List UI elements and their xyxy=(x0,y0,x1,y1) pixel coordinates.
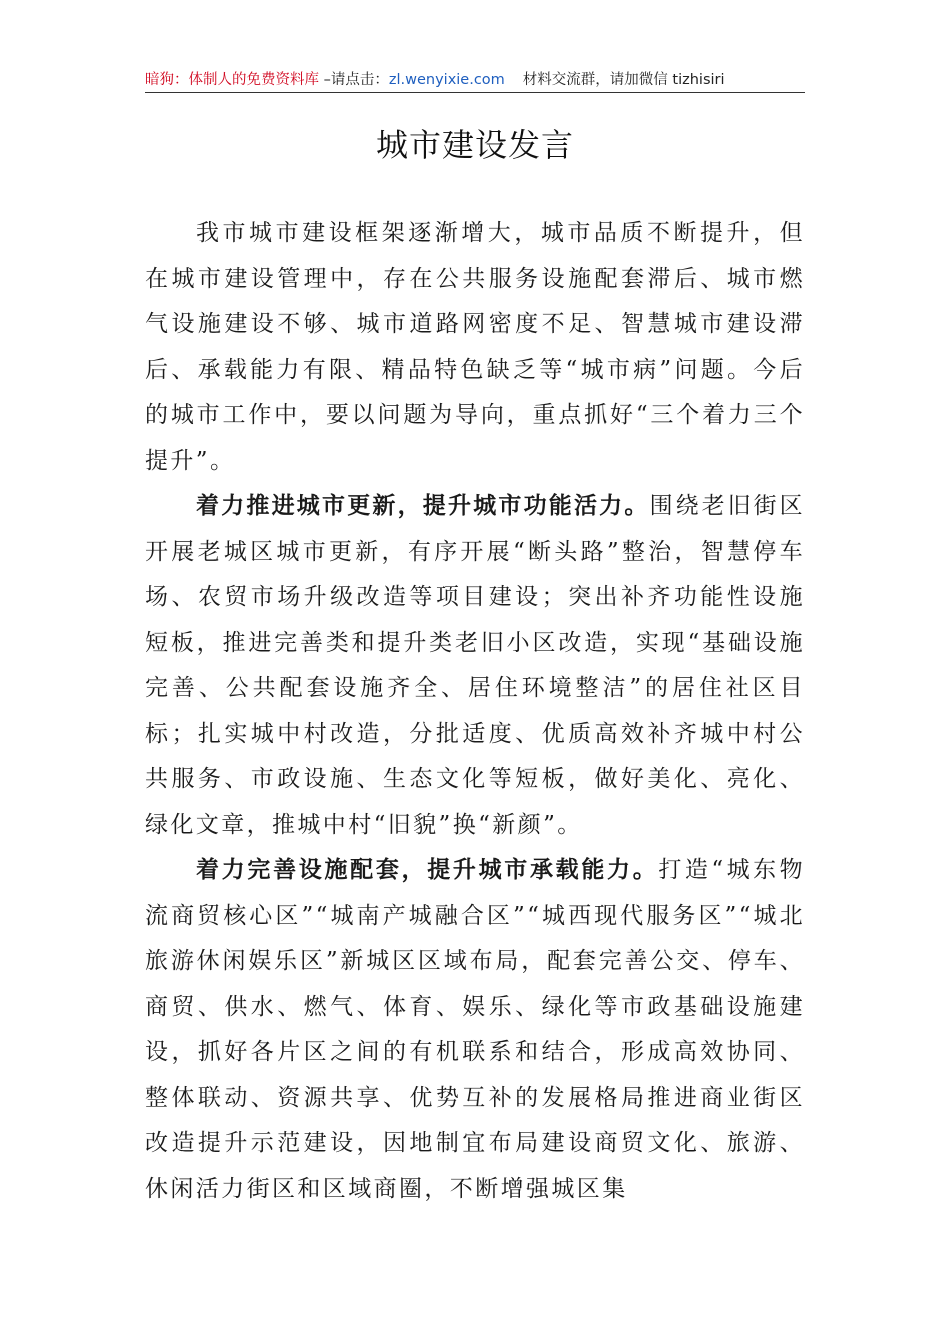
paragraph-facilities xyxy=(145,848,805,1212)
document-title: 城市建设发言 xyxy=(375,126,574,164)
paragraph-lead: 着力推进城市更新，提升城市功能活力。 xyxy=(196,493,650,519)
document-body xyxy=(145,211,805,1212)
header-divider xyxy=(145,92,805,93)
paragraph-text: 打造“城东物流商贸核心区”“城南产城融合区”“城西现代服务区”“城北旅游休闲娱乐区”新城区区域布局，配套完善公交、停车、商贸、供水、燃气、体育、娱乐、绿化等市政基础设施建设，抓好各片区之间的有机联系和结合，形成高效协同、整体联动、资源共享、优势互补的发展格局推进商业街区改造提升示范建设，因地制宜布局建设商贸文化、旅游、休闲活力街区和区域商圈，不断增强城区集 xyxy=(145,857,805,1202)
header-brand: 暗狗：体制人的免费资料库 xyxy=(145,72,319,88)
paragraph-intro xyxy=(145,211,805,484)
header-banner xyxy=(145,68,805,92)
paragraph-text: 围绕老旧街区开展老城区城市更新，有序开展“断头路”整治，智慧停车场、农贸市场升级改造等项目建设；突出补齐功能性设施短板，推进完善类和提升类老旧小区改造，实现“基础设施完善、公共配套设施齐全、居住环境整洁”的居住社区目标；扎实城中村改造，分批适度、优质高效补齐城中村公共服务、市政设施、生态文化等短板，做好美化、亮化、绿化文章，推城中村“旧貌”换“新颜”。 xyxy=(145,493,805,838)
header-url-link[interactable]: zl.wenyixie.com xyxy=(388,72,505,88)
paragraph-lead: 着力完善设施配套，提升城市承载能力。 xyxy=(196,857,659,883)
header-group-text: 材料交流群，请加微信 tizhisiri xyxy=(522,72,725,88)
paragraph-urban-renewal xyxy=(145,484,805,848)
header-click-text: –请点击： xyxy=(319,72,389,88)
paragraph-text: 我市城市建设框架逐渐增大，城市品质不断提升，但在城市建设管理中，存在公共服务设施配套滞后、城市燃气设施建设不够、城市道路网密度不足、智慧城市建设滞后、承载能力有限、精品特色缺乏等“城市病”问题。今后的城市工作中，要以问题为导向，重点抓好“三个着力三个提升”。 xyxy=(145,220,805,474)
